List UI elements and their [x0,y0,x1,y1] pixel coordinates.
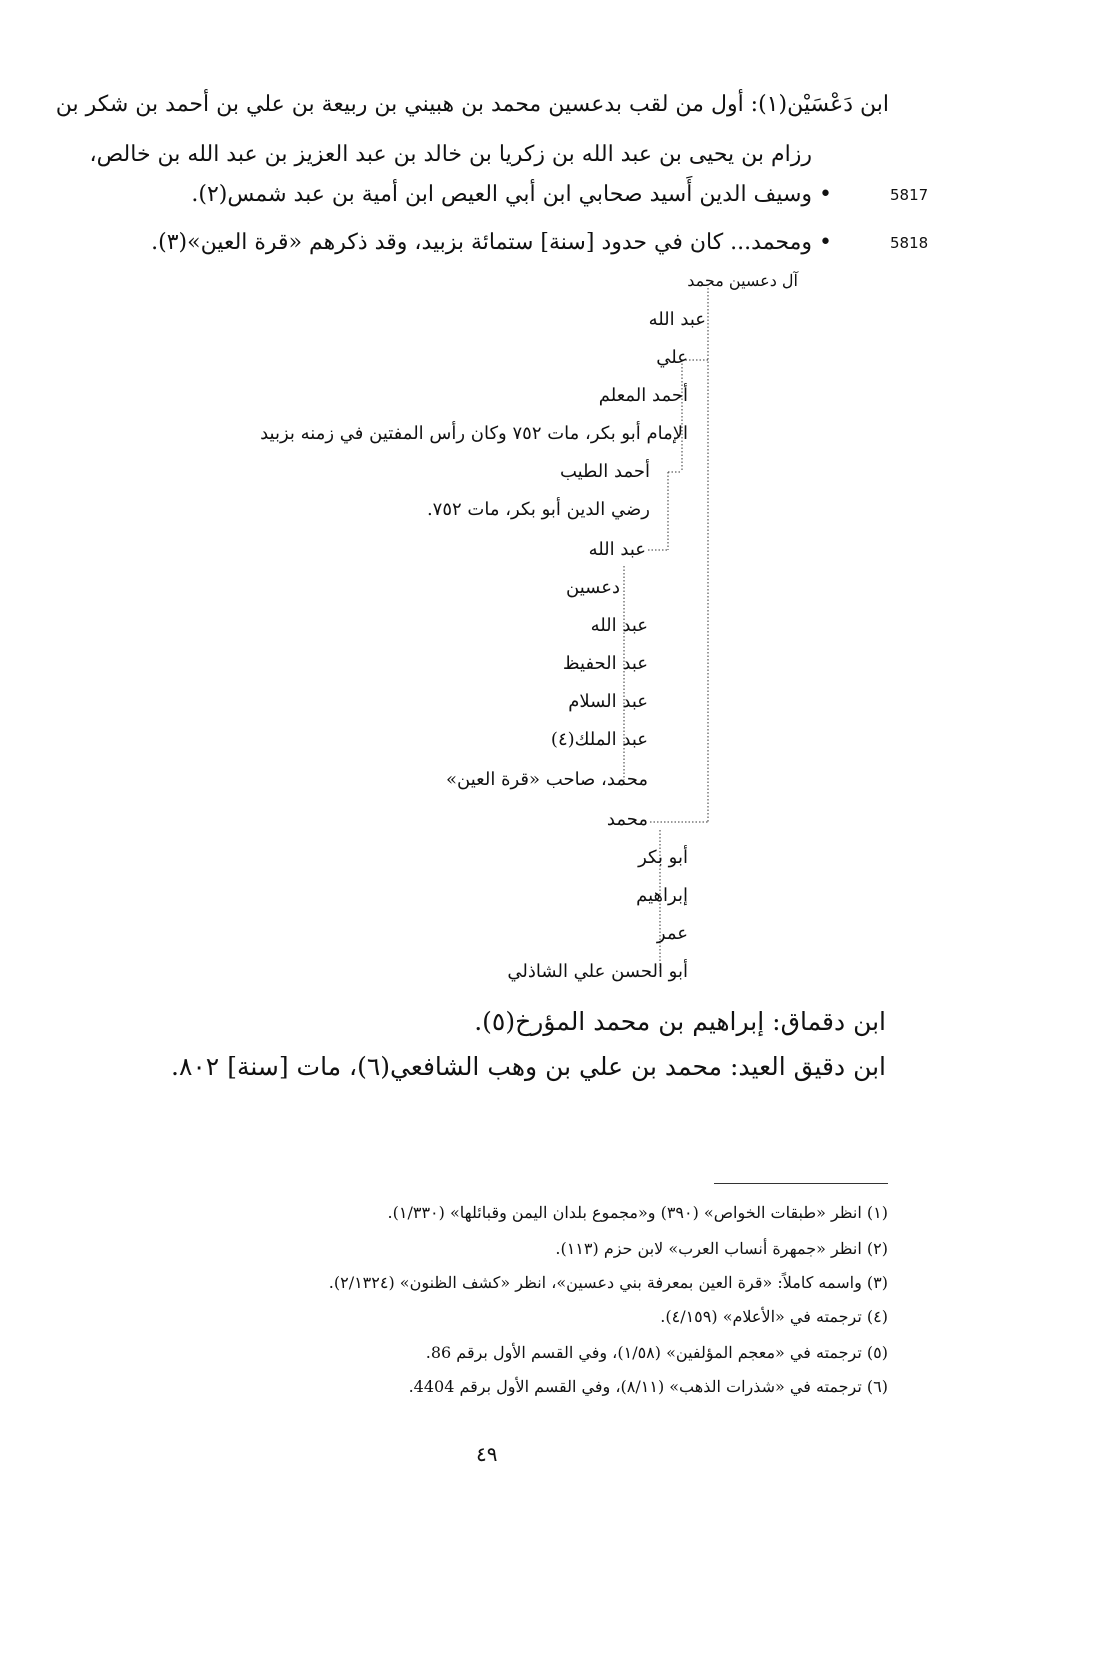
tree-node-abdullah: عبد الله [648,309,706,330]
footnote-6: (٦) ترجمته في «شذرات الذهب» (٨/١١)، وفي القسم الأول برقم 4404. [408,1377,888,1396]
tree-node-imam-abubakr: الإمام أبو بكر، مات ٧٥٢ وكان رأس المفتين في زمنه بزبيد [260,423,688,444]
tree-header: آل دعسين محمد [687,271,798,290]
tree-node-ahmad-muallim: أحمد المعلم [598,385,688,406]
tree-node-daasin: دعسين [566,577,620,598]
tree-node-umar: عمر [656,923,688,944]
entry-5818-text: • ومحمد... كان في حدود [سنة] ستمائة بزبيد، وقد ذكرهم «قرة العين»(٣). [151,230,832,255]
tree-node-abdulmalik: عبد الملك(٤) [550,729,648,750]
footnote-5: (٥) ترجمته في «معجم المؤلفين» (١/٥٨)، وفي القسم الأول برقم 86. [425,1343,888,1362]
tree-node-ibrahim: إبراهيم [636,885,688,906]
tree-node-abdullah-2: عبد الله [588,539,646,560]
tree-node-abdulhafiz: عبد الحفيظ [562,653,648,674]
entry-ibn-duqmaq: ابن دقماق: إبراهيم بن محمد المؤرخ(٥). [474,1007,886,1036]
entry-5817-text: • وسيف الدين أَسيد صحابي ابن أبي العيص ابن أمية بن عبد شمس(٢). [191,182,832,207]
entry-5818-number: 5818 [890,234,929,252]
footnote-3: (٣) واسمه كاملاً: «قرة العين بمعرفة بني دعسين»، انظر «كشف الظنون» (٢/١٣٢٤). [328,1273,888,1292]
tree-node-muhammad-author: محمد، صاحب «قرة العين» [446,769,648,790]
footnote-2: (٢) انظر «جمهرة أنساب العرب» لابن حزم (١١٣). [555,1239,888,1258]
tree-node-ali: علي [656,347,688,368]
footnote-4: (٤) ترجمته في «الأعلام» (٤/١٥٩). [660,1307,888,1326]
tree-node-ahmad-tayyib: أحمد الطيب [559,461,650,482]
tree-node-radi-addin: رضي الدين أبو بكر، مات ٧٥٢. [426,499,650,520]
tree-node-abubakr: أبو بكر [638,847,688,868]
footnote-separator [714,1183,888,1184]
body-line-1: ابن دَعْسَيْن(١): أول من لقب بدعسين محمد بن هبيني بن ربيعة بن علي بن أحمد بن شكر بن [55,92,889,117]
entry-ibn-daqiq-aleid: ابن دقيق العيد: محمد بن علي بن وهب الشافعي(٦)، مات [سنة] ٨٠٢. [171,1052,886,1081]
body-line-2: رزام بن يحيى بن عبد الله بن زكريا بن خالد بن عبد العزيز بن عبد الله بن خالص، [89,142,812,167]
page-number: ٤٩ [476,1442,498,1466]
tree-node-abulhasan-shadhili: أبو الحسن علي الشاذلي [507,961,688,982]
tree-node-muhammad-2: محمد [606,809,648,830]
footnote-1: (١) انظر «طبقات الخواص» (٣٩٠) و«مجموع بلدان اليمن وقبائلها» (١/٣٣٠). [387,1203,888,1222]
tree-node-abdulsalam: عبد السلام [568,691,648,712]
tree-node-abdullah-3: عبد الله [590,615,648,636]
entry-5817-number: 5817 [890,186,929,204]
